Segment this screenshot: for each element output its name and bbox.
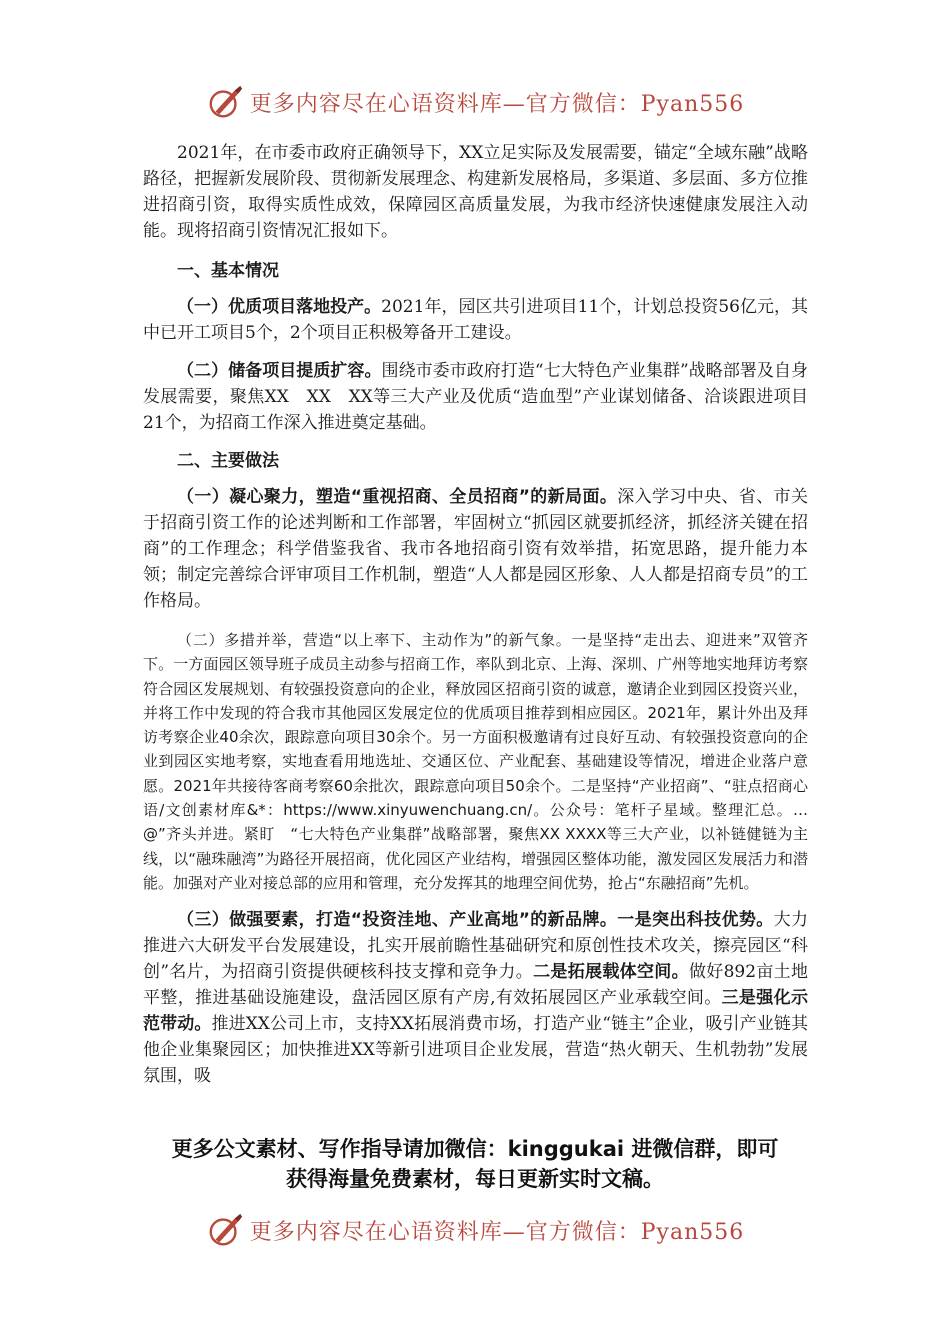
document-body: [143, 140, 808, 1089]
pen-circle-logo-icon: [206, 83, 244, 121]
header-banner-text: 更多内容尽在心语资料库—官方微信：Pyan556: [249, 91, 745, 117]
section2-p3-lead-3: 三是强化示范带动。: [143, 988, 809, 1035]
section1-heading: 一、基本情况: [177, 261, 279, 281]
section2-p3-lead-1: （三）做强要素，打造“投资洼地、产业高地”的新品牌。一是突出科技优势。: [177, 910, 774, 931]
section1-p2-text: 围绕市委市政府打造“七大特色产业集群”战略部署及自身发展需要，聚焦XX XX XX等三大产业及优质“造血型”产业谋划储备、洽谈跟进项目21个，为招商工作深入推进奠定基础。: [143, 361, 808, 433]
section2-p3-lead-2: 二是拓展载体空间。: [533, 962, 689, 983]
section2-p1-text: 深入学习中央、省、市关于招商引资工作的论述判断和工作部署，牢固树立“抓园区就要抓经济，抓经济关键在招商”的工作理念；科学借鉴我省、我市各地招商引资有效举措，拓宽思路，提升能力本领；制定完善综合评审项目工作机制，塑造“人人都是园区形象、人人都是招商专员”的工作格局。: [143, 487, 808, 611]
section2-paragraph-1: [143, 484, 808, 614]
section2-p3-text-3: 推进XX公司上市，支持XX拓展消费市场，打造产业“链主”企业，吸引产业链其他企业集聚园区；加快推进XX等新引进项目企业发展，营造“热火朝天、生机勃勃”发展氛围，吸: [143, 1014, 809, 1087]
footer-banner: [0, 1208, 950, 1252]
footer-banner-text: 更多内容尽在心语资料库—官方微信：Pyan556: [249, 1219, 745, 1245]
promo-note: [100, 1134, 850, 1194]
section1-p2-lead: （二）储备项目提质扩容。: [177, 361, 382, 381]
section1-p1-text: 2021年，园区共引进项目11个，计划总投资56亿元，其中已开工项目5个，2个项目正积极筹备开工建设。: [143, 297, 809, 343]
header-banner: [0, 80, 950, 124]
section2-p3-text-2: 做好892亩土地平整，推进基础设施建设，盘活园区原有产房,有效拓展园区产业承载空间。: [143, 962, 809, 1009]
section2-p1-lead: （一）凝心聚力，塑造“重视招商、全员招商”的新局面。: [177, 487, 618, 507]
section2-p3-text-1: 大力推进六大研发平台发展建设，扎实开展前瞻性基础研究和原创性技术攻关，擦亮园区“科创”名片，为招商引资提供硬核科技支撑和竞争力。: [143, 910, 808, 983]
section2-heading: 二、主要做法: [177, 451, 279, 471]
intro-paragraph: 2021年，在市委市政府正确领导下，XX立足实际及发展需要，锚定“全域东融”战略路径，把握新发展阶段、贯彻新发展理念、构建新发展格局，多渠道、多层面、多方位推进招商引资，取得实质性成效，保障园区高质量发展，为我市经济快速健康发展注入动能。现将招商引资情况汇报如下。: [143, 143, 808, 241]
section1-paragraph-2: [143, 358, 808, 436]
pen-circle-logo-icon: [206, 1211, 244, 1249]
promo-note-line-2: 获得海量免费素材，每日更新实时文稿。: [286, 1167, 664, 1191]
promo-note-line-1: 更多公文素材、写作指导请加微信：kinggukai 进微信群，即可: [171, 1137, 779, 1161]
section2-paragraph-3: [143, 907, 808, 1089]
section1-paragraph-1: [143, 294, 808, 346]
section2-paragraph-2: （二）多措并举，营造“以上率下、主动作为”的新气象。一是坚持“走出去、迎进来”双管齐下。一方面园区领导班子成员主动参与招商工作，率队到北京、上海、深圳、广州等地实地拜访考察符合园区发展规划、有较强投资意向的企业，释放园区招商引资的诚意，邀请企业到园区投资兴业，并将工作中发现的符合我市其他园区发展定位的优质项目推荐到相应园区。2021年，累计外出及拜访考察企业40余次，跟踪意向项目30余个。另一方面积极邀请有过良好互动、有较强投资意向的企业到园区实地考察，实地查看用地选址、交通区位、产业配套、基础建设等情况，增进企业落户意愿。2021年共接待客商考察60余批次，跟踪意向项目50余个。二是坚持“产业招商”、“驻点招商心语/文创素材库&*：https://www.xinyuwenchuang.cn/。公众号：笔杆子星域。整理汇总。…@”齐头并进。紧盯 “七大特色产业集群”战略部署，聚焦XX XXXX等三大产业，以补链健链为主线，以“融珠融湾”为路径开展招商，优化园区产业结构，增强园区整体功能，激发园区发展活力和潜能。加强对产业对接总部的应用和管理，充分发挥其的地理空间优势，抢占“东融招商”先机。: [143, 631, 808, 892]
section1-p1-lead: （一）优质项目落地投产。: [177, 297, 382, 317]
